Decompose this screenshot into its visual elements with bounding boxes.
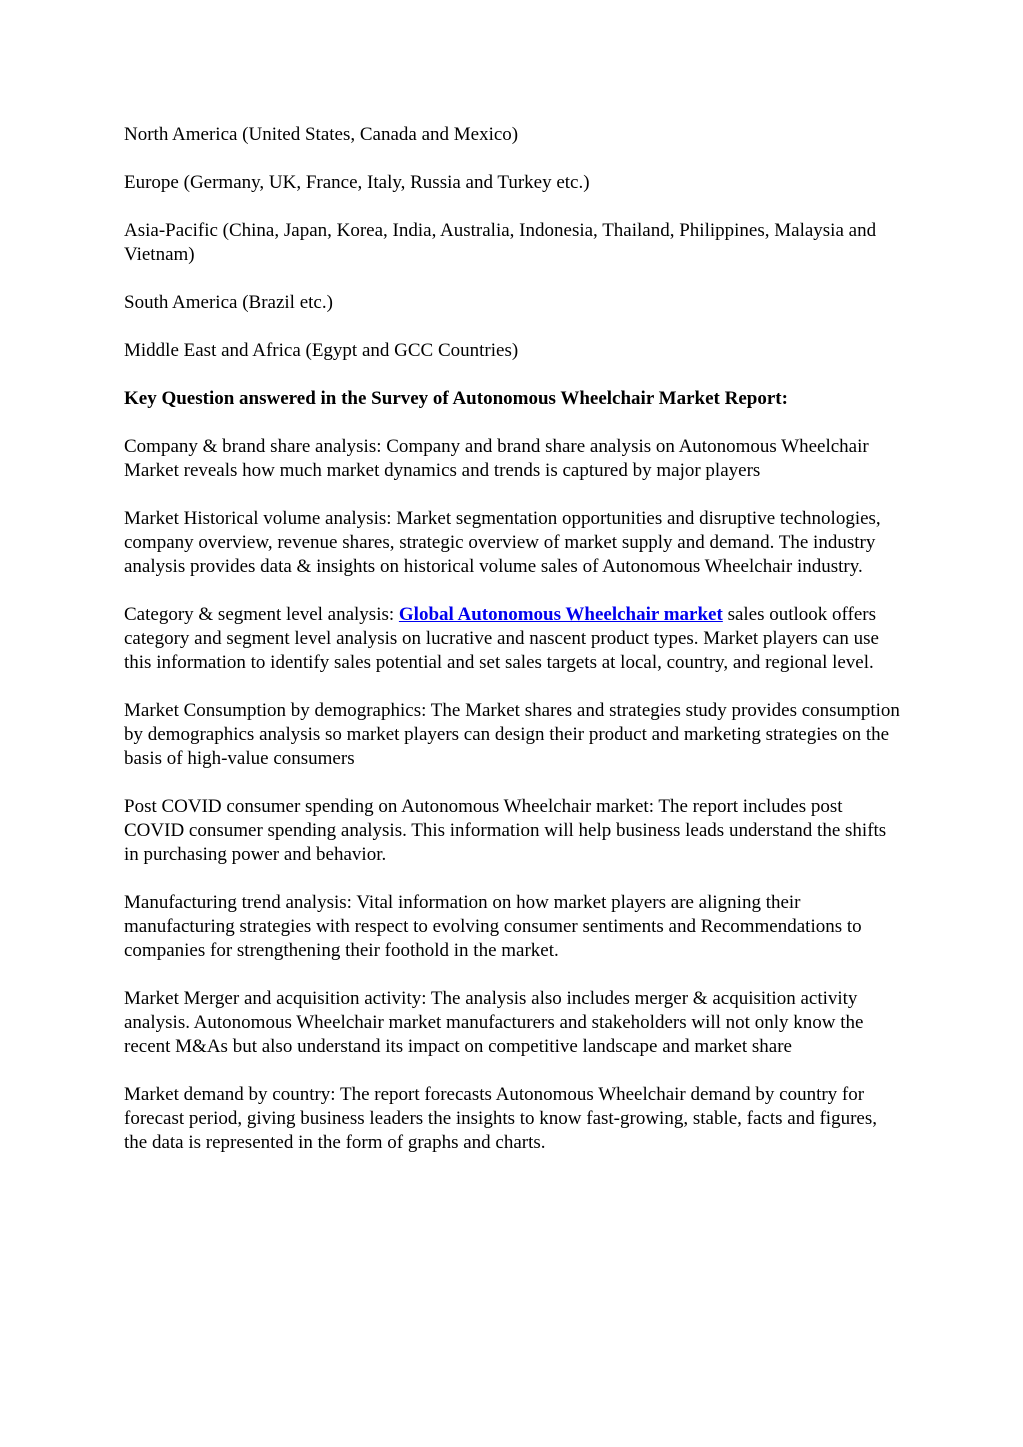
key-question-heading: Key Question answered in the Survey of Autonomous Wheelchair Market Report: <box>124 388 788 409</box>
category-prefix-text: Category & segment level analysis: <box>124 604 399 625</box>
paragraph-historical-volume: Market Historical volume analysis: Market segmentation opportunities and disruptive technologies, company overview, revenue shares, strategic overview of market supply and demand. The industry analysis provides data & insights on historical volume sales of Autonomous Wheelchair industry. <box>124 508 881 577</box>
global-market-link[interactable]: Global Autonomous Wheelchair market <box>398 604 723 625</box>
category-suffix-text: sales outlook offers category and segment level analysis on lucrative and nascent product types. Market players can use this information to identify sales potential and set sales targets at local, country, and regional level. <box>124 604 879 673</box>
paragraph-brand-share: Company & brand share analysis: Company and brand share analysis on Autonomous Wheelchair Market reveals how much market dynamics and trends is captured by major players <box>124 436 869 481</box>
paragraph-category-segment <box>124 603 904 675</box>
document-body <box>124 123 904 1179</box>
paragraph-merger: Market Merger and acquisition activity: The analysis also includes merger & acquisition activity analysis. Autonomous Wheelchair market manufacturers and stakeholders will not only know the recent M&As but also understand its impact on competitive landscape and market share <box>124 988 864 1057</box>
region-middle-east-africa: Middle East and Africa (Egypt and GCC Countries) <box>124 340 519 361</box>
region-north-america: North America (United States, Canada and Mexico) <box>124 124 519 145</box>
paragraph-manufacturing: Manufacturing trend analysis: Vital information on how market players are aligning their manufacturing strategies with respect to evolving consumer sentiments and Recommendations to companies for strengthening their foothold in the market. <box>124 892 862 961</box>
paragraph-demand-by-country: Market demand by country: The report forecasts Autonomous Wheelchair demand by country for forecast period, giving business leaders the insights to know fast-growing, stable, facts and figures, the data is represented in the form of graphs and charts. <box>124 1084 877 1153</box>
paragraph-demographics: Market Consumption by demographics: The Market shares and strategies study provides consumption by demographics analysis so market players can design their product and marketing strategies on the basis of high-value consumers <box>124 700 900 769</box>
region-asia-pacific: Asia-Pacific (China, Japan, Korea, India, Australia, Indonesia, Thailand, Philippines, Malaysia and Vietnam) <box>124 220 877 265</box>
region-south-america: South America (Brazil etc.) <box>124 292 333 313</box>
region-europe: Europe (Germany, UK, France, Italy, Russia and Turkey etc.) <box>124 172 590 193</box>
paragraph-post-covid: Post COVID consumer spending on Autonomous Wheelchair market: The report includes post COVID consumer spending analysis. This information will help business leads understand the shifts in purchasing power and behavior. <box>124 796 887 865</box>
